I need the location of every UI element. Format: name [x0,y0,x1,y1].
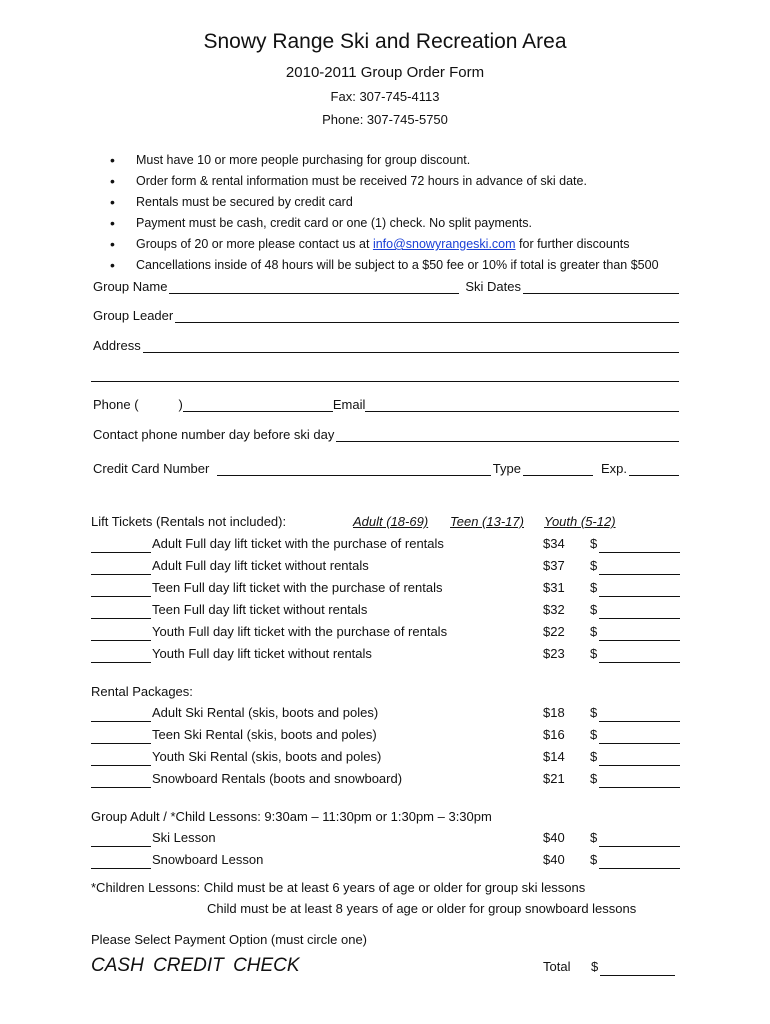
item-price: $40 [543,830,565,845]
quantity-input[interactable] [91,604,151,619]
item-description: Adult Full day lift ticket with the purchase of rentals [152,536,444,551]
group-name-label: Group Name [93,279,168,294]
item-price: $16 [543,727,565,742]
card-type-label: Type [492,461,521,476]
quantity-input[interactable] [91,707,151,722]
dollar-sign: $ [590,727,598,742]
rental-row [91,727,681,745]
exp-label: Exp. [600,461,627,476]
amount-input[interactable] [599,832,680,847]
item-price: $23 [543,646,565,661]
quantity-input[interactable] [91,560,151,575]
rule-item: • Rentals must be secured by credit card [110,192,659,213]
group-leader-label: Group Leader [93,308,174,323]
age-adult-header: Adult (18-69) [353,514,429,529]
form-title: Snowy Range Ski and Recreation Area [203,30,567,53]
quantity-input[interactable] [91,832,151,847]
amount-input[interactable] [599,560,680,575]
item-price: $31 [543,580,565,595]
group-name-input[interactable] [169,279,459,294]
children-lessons-note: *Children Lessons: Child must be at least 6 years of age or older for group ski lessons [91,880,586,895]
address-line-2-input[interactable] [91,367,679,382]
item-description: Snowboard Rentals (boots and snowboard) [152,771,403,786]
amount-input[interactable] [599,626,680,641]
total-label: Total [543,959,571,974]
item-description: Teen Full day lift ticket without rentals [152,602,368,617]
address-label: Address [93,338,141,353]
amount-input[interactable] [599,729,680,744]
item-price: $37 [543,558,565,573]
amount-input[interactable] [599,751,680,766]
lessons-heading: Group Adult / *Child Lessons: 9:30am – 11:30pm or 1:30pm – 3:30pm [91,809,492,824]
item-description: Teen Full day lift ticket with the purchase of rentals [152,580,443,595]
item-price: $32 [543,602,565,617]
phone-input[interactable] [183,397,333,412]
ski-dates-label: Ski Dates [465,279,521,294]
snowboard-age-note: Child must be at least 8 years of age or older for group snowboard lessons [207,901,637,916]
credit-card-row [91,458,679,476]
rental-packages-heading: Rental Packages: [91,684,193,699]
dollar-sign: $ [590,771,598,786]
lesson-row [91,830,681,848]
amount-input[interactable] [599,648,680,663]
rule-item-discount: • Groups of 20 or more please contact us at info@snowyrangeski.com for further discounts [110,234,659,255]
contact-phone-input[interactable] [336,427,679,442]
rental-row [91,705,681,723]
item-description: Youth Ski Rental (skis, boots and poles) [152,749,382,764]
item-description: Ski Lesson [152,830,216,845]
group-name-row [91,276,679,294]
total-input[interactable] [600,961,675,976]
item-price: $22 [543,624,565,639]
item-description: Adult Ski Rental (skis, boots and poles) [152,705,379,720]
lift-ticket-row [91,624,681,642]
lesson-row [91,852,681,870]
item-description: Youth Full day lift ticket without rentals [152,646,372,661]
dollar-sign: $ [590,749,598,764]
amount-input[interactable] [599,538,680,553]
quantity-input[interactable] [91,582,151,597]
total-dollar-sign: $ [591,959,599,974]
amount-input[interactable] [599,582,680,597]
form-subtitle: 2010-2011 Group Order Form [285,64,485,81]
dollar-sign: $ [590,558,598,573]
quantity-input[interactable] [91,773,151,788]
dollar-sign: $ [590,602,598,617]
email-link[interactable]: info@snowyrangeski.com [372,237,516,251]
email-input[interactable] [365,397,679,412]
rule-item: • Order form & rental information must be received 72 hours in advance of ski date. [110,171,659,192]
amount-input[interactable] [599,773,680,788]
payment-prompt: Please Select Payment Option (must circle one) [91,932,368,947]
lift-tickets-heading: Lift Tickets (Rentals not included): [91,514,287,529]
rental-row [91,749,681,767]
quantity-input[interactable] [91,648,151,663]
phone-label: Phone ( [93,397,139,412]
lift-ticket-row [91,558,681,576]
age-youth-header: Youth (5-12) [544,514,616,529]
address-input[interactable] [143,338,679,353]
amount-input[interactable] [599,707,680,722]
dollar-sign: $ [590,536,598,551]
lift-ticket-row [91,646,681,664]
age-teen-header: Teen (13-17) [450,514,524,529]
credit-card-label: Credit Card Number [93,461,210,476]
rules-list [110,150,659,276]
exp-input[interactable] [629,461,679,476]
group-leader-row [91,305,679,323]
contact-phone-row [91,424,679,442]
item-price: $21 [543,771,565,786]
item-description: Youth Full day lift ticket with the purchase of rentals [152,624,448,639]
rule-item: • Payment must be cash, credit card or one (1) check. No split payments. [110,213,659,234]
amount-input[interactable] [599,854,680,869]
email-label: Email [332,397,366,412]
item-description: Teen Ski Rental (skis, boots and poles) [152,727,377,742]
lift-ticket-row [91,536,681,554]
address-line-2-row [91,364,679,382]
dollar-sign: $ [590,852,598,867]
item-price: $34 [543,536,565,551]
item-price: $14 [543,749,565,764]
amount-input[interactable] [599,604,680,619]
dollar-sign: $ [590,830,598,845]
dollar-sign: $ [590,580,598,595]
phone-number: Phone: 307-745-5750 [322,112,448,127]
phone-close-paren: ) [178,397,183,412]
dollar-sign: $ [590,646,598,661]
card-type-input[interactable] [523,461,593,476]
dollar-sign: $ [590,624,598,639]
credit-card-input[interactable] [217,461,490,476]
contact-phone-label: Contact phone number day before ski day [93,427,335,442]
lift-ticket-row [91,580,681,598]
quantity-input[interactable] [91,751,151,766]
phone-email-row [91,394,679,412]
rule-item: • Must have 10 or more people purchasing for group discount. [110,150,659,171]
quantity-input[interactable] [91,538,151,553]
payment-options[interactable]: CASH CREDIT CHECK [91,955,300,976]
item-price: $40 [543,852,565,867]
item-description: Snowboard Lesson [152,852,264,867]
item-description: Adult Full day lift ticket without rentals [152,558,369,573]
rental-row [91,771,681,789]
ski-dates-input[interactable] [523,279,679,294]
fax-number: Fax: 307-745-4113 [330,89,440,104]
quantity-input[interactable] [91,626,151,641]
lift-ticket-row [91,602,681,620]
quantity-input[interactable] [91,854,151,869]
quantity-input[interactable] [91,729,151,744]
address-row [91,335,679,353]
rule-item: • Cancellations inside of 48 hours will be subject to a $50 fee or 10% if total is greater than $500 [110,255,659,276]
dollar-sign: $ [590,705,598,720]
group-leader-input[interactable] [175,308,679,323]
item-price: $18 [543,705,565,720]
